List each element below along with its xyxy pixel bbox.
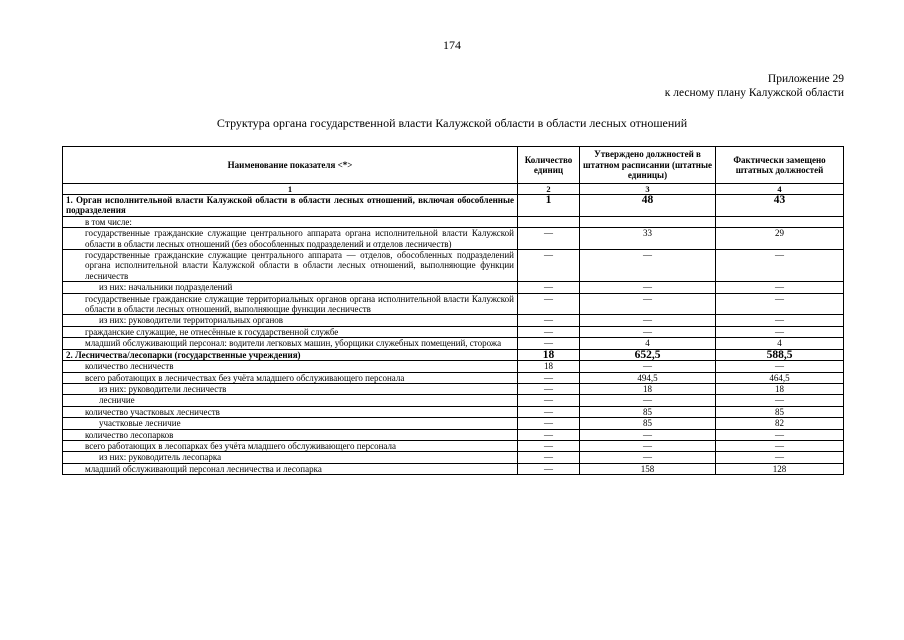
table-row (63, 315, 844, 326)
row-name: количество лесничеств (63, 361, 518, 372)
row-filled: — (716, 250, 844, 282)
row-filled: 85 (716, 406, 844, 417)
column-number-row (63, 184, 844, 195)
row-name: 1. Орган исполнительной власти Калужской области в области лесных отношений, включая обособленные подразделения (63, 195, 518, 217)
row-approved: 33 (580, 228, 716, 250)
row-approved: 18 (580, 383, 716, 394)
row-filled: 43 (716, 195, 844, 217)
row-approved: 48 (580, 195, 716, 217)
row-filled: — (716, 429, 844, 440)
table-row (63, 326, 844, 337)
row-unit-count: — (518, 429, 580, 440)
row-approved: 494,5 (580, 372, 716, 383)
row-filled: — (716, 361, 844, 372)
table-row (63, 463, 844, 474)
table-row (63, 250, 844, 282)
row-approved: 158 (580, 463, 716, 474)
header-filled-positions: Фактически замещено штатных должностей (716, 147, 844, 184)
row-name: государственные гражданские служащие центрального аппарата — отделов, обособленных подразделений органа исполнительной власти Калужской области в области лесных отношений, выполняющие функции лесничеств (63, 250, 518, 282)
row-approved (580, 216, 716, 227)
row-unit-count: — (518, 228, 580, 250)
row-unit-count: — (518, 440, 580, 451)
table-row (63, 418, 844, 429)
structure-table (62, 146, 844, 475)
row-filled: 588,5 (716, 349, 844, 360)
row-approved: — (580, 452, 716, 463)
header-unit-count: Количество единиц (518, 147, 580, 184)
table-row (63, 293, 844, 315)
row-approved: — (580, 315, 716, 326)
table-row (63, 440, 844, 451)
row-unit-count: — (518, 338, 580, 349)
appendix-note (665, 72, 844, 100)
table-row (63, 395, 844, 406)
row-filled: — (716, 315, 844, 326)
row-filled: — (716, 293, 844, 315)
header-indicator-name: Наименование показателя <*> (63, 147, 518, 184)
row-unit-count: — (518, 463, 580, 474)
row-unit-count: 18 (518, 361, 580, 372)
appendix-line-1: Приложение 29 (767, 73, 844, 85)
row-approved: — (580, 361, 716, 372)
row-unit-count: — (518, 383, 580, 394)
table-row (63, 361, 844, 372)
row-name: гражданские служащие, не отнесённые к государственной службе (63, 326, 518, 337)
row-filled: — (716, 282, 844, 293)
row-unit-count: — (518, 250, 580, 282)
row-name: количество участковых лесничеств (63, 406, 518, 417)
table-row (63, 216, 844, 227)
row-filled: — (716, 326, 844, 337)
row-name: всего работающих в лесничествах без учёта младшего обслуживающего персонала (63, 372, 518, 383)
row-approved: — (580, 293, 716, 315)
row-name: из них: начальники подразделений (63, 282, 518, 293)
row-name: участковые лесничие (63, 418, 518, 429)
column-number: 4 (716, 184, 844, 195)
table-header-row (63, 147, 844, 184)
row-name: из них: руководители территориальных органов (63, 315, 518, 326)
row-unit-count: — (518, 326, 580, 337)
row-filled: — (716, 395, 844, 406)
column-number: 2 (518, 184, 580, 195)
row-name: в том числе: (63, 216, 518, 227)
row-filled: 29 (716, 228, 844, 250)
row-filled: 4 (716, 338, 844, 349)
row-filled: 82 (716, 418, 844, 429)
row-approved: 85 (580, 418, 716, 429)
row-unit-count: — (518, 315, 580, 326)
row-name: 2. Лесничества/лесопарки (государственные учреждения) (63, 349, 518, 360)
row-filled: 464,5 (716, 372, 844, 383)
row-unit-count: — (518, 372, 580, 383)
table-row (63, 406, 844, 417)
row-name: из них: руководители лесничеств (63, 383, 518, 394)
row-unit-count (518, 216, 580, 227)
row-unit-count: — (518, 395, 580, 406)
row-unit-count: 18 (518, 349, 580, 360)
table-row (63, 338, 844, 349)
page-number: 174 (443, 38, 461, 52)
table-row (63, 452, 844, 463)
row-filled: — (716, 440, 844, 451)
row-filled: 18 (716, 383, 844, 394)
table-row (63, 349, 844, 360)
table-row (63, 383, 844, 394)
table-row (63, 429, 844, 440)
table-body (63, 195, 844, 475)
table-row (63, 282, 844, 293)
table-row (63, 195, 844, 217)
row-filled: 128 (716, 463, 844, 474)
document-title: Структура органа государственной власти Калужской области в области лесных отношений (216, 116, 688, 130)
table-row (63, 372, 844, 383)
row-approved: — (580, 282, 716, 293)
row-name: государственные гражданские служащие центрального аппарата органа исполнительной власти Калужской области в области лесных отношений (без обособленных подразделений и отделов лесничеств) (63, 228, 518, 250)
row-unit-count: — (518, 452, 580, 463)
appendix-line-2: к лесному плану Калужской области (664, 87, 844, 99)
column-number: 1 (63, 184, 518, 195)
row-approved: 652,5 (580, 349, 716, 360)
row-unit-count: — (518, 406, 580, 417)
row-unit-count: 1 (518, 195, 580, 217)
row-approved: — (580, 250, 716, 282)
row-filled (716, 216, 844, 227)
row-approved: 4 (580, 338, 716, 349)
row-name: государственные гражданские служащие территориальных органов органа исполнительной власти Калужской области в области лесных отношений, выполняющие функции лесничеств (63, 293, 518, 315)
row-approved: — (580, 326, 716, 337)
row-filled: — (716, 452, 844, 463)
row-approved: — (580, 395, 716, 406)
row-name: количество лесопарков (63, 429, 518, 440)
table-row (63, 228, 844, 250)
row-approved: 85 (580, 406, 716, 417)
row-name: всего работающих в лесопарках без учёта младшего обслуживающего персонала (63, 440, 518, 451)
row-approved: — (580, 429, 716, 440)
row-unit-count: — (518, 282, 580, 293)
row-name: младший обслуживающий персонал лесничества и лесопарка (63, 463, 518, 474)
row-name: младший обслуживающий персонал: водители легковых машин, уборщики служебных помещений, сторожа (63, 338, 518, 349)
row-name: из них: руководитель лесопарка (63, 452, 518, 463)
header-approved-positions: Утверждено должностей в штатном расписании (штатные единицы) (580, 147, 716, 184)
row-name: лесничие (63, 395, 518, 406)
row-unit-count: — (518, 418, 580, 429)
row-approved: — (580, 440, 716, 451)
row-unit-count: — (518, 293, 580, 315)
column-number: 3 (580, 184, 716, 195)
